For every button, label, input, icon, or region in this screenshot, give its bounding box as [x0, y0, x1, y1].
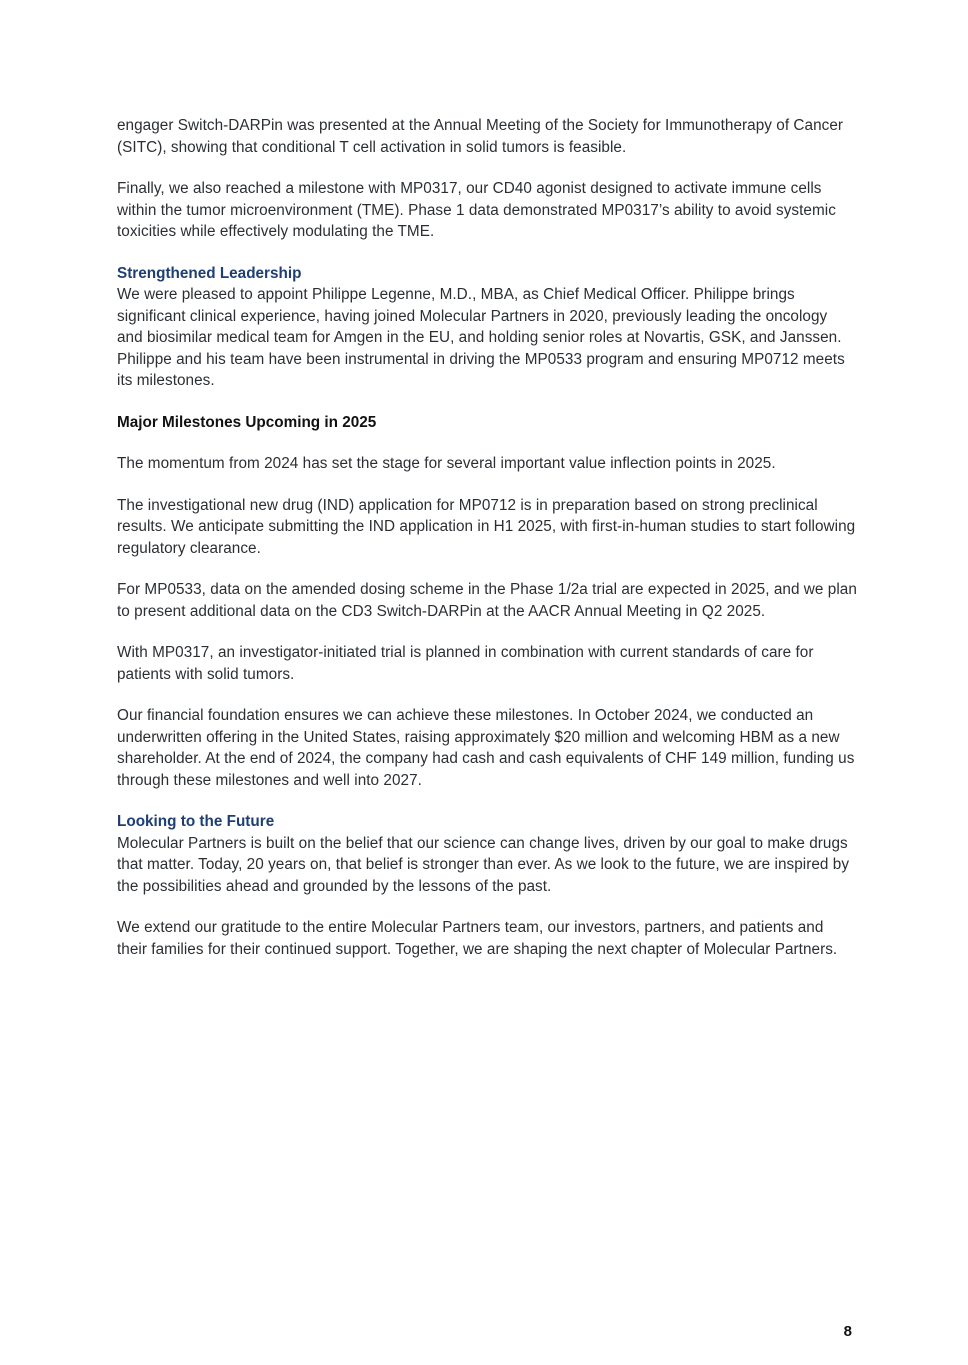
paragraph-future: Molecular Partners is built on the belief that our science can change lives, driven by our goal to make drugs that matter. Today, 20 years on, that belief is stronger than ever. As we look to the future, we are inspired by the possibilities ahead and grounded by the lessons of the past. — [117, 834, 850, 895]
paragraph-leadership: We were pleased to appoint Philippe Legenne, M.D., MBA, as Chief Medical Officer. Philippe brings significant clinical experience, having joined Molecular Partners in 2020, previously leading the oncology and biosimilar medical team for Amgen in the EU, and holding senior roles at Novartis, GSK, and Janssen. Philippe and his team have been instrumental in driving the MP0533 program and ensuring MP0712 meets its milestones. — [117, 286, 845, 389]
paragraph-sitc: engager Switch-DARPin was presented at the Annual Meeting of the Society for Immunotherapy of Cancer (SITC), showing that conditional T cell activation in solid tumors is feasible. — [117, 117, 844, 156]
page-number: 8 — [843, 1323, 852, 1340]
paragraph-mp0317-milestone: Finally, we also reached a milestone with MP0317, our CD40 agonist designed to activate immune cells within the tumor microenvironment (TME). Phase 1 data demonstrated MP0317’s ability to avoid systemic toxicities while effectively modulating the TME. — [117, 180, 836, 240]
paragraph-mp0317-trial: With MP0317, an investigator-initiated trial is planned in combination with current standards of care for patients with solid tumors. — [117, 644, 814, 683]
section-heading-future: Looking to the Future — [117, 813, 275, 830]
paragraph-gratitude: We extend our gratitude to the entire Molecular Partners team, our investors, partners, and patients and their families for their continued support. Together, we are shaping the next chapter of Molecular Partners. — [117, 919, 838, 958]
section-heading-milestones: Major Milestones Upcoming in 2025 — [117, 413, 377, 431]
document-body — [117, 115, 857, 980]
paragraph-ind-mp0712: The investigational new drug (IND) application for MP0712 is in preparation based on strong preclinical results. We anticipate submitting the IND application in H1 2025, with first-in-human studies to start following regulatory clearance. — [117, 496, 856, 557]
paragraph-financial: Our financial foundation ensures we can achieve these milestones. In October 2024, we conducted an underwritten offering in the United States, raising approximately $20 million and welcoming HBM as a new shareholder. At the end of 2024, the company had cash and cash equivalents of CHF 149 million, funding us through these milestones and well into 2027. — [117, 707, 855, 789]
paragraph-momentum: The momentum from 2024 has set the stage for several important value inflection points in 2025. — [117, 455, 776, 472]
paragraph-mp0533: For MP0533, data on the amended dosing scheme in the Phase 1/2a trial are expected in 2025, and we plan to present additional data on the CD3 Switch-DARPin at the AACR Annual Meeting in Q2 2025. — [117, 581, 857, 620]
section-heading-leadership: Strengthened Leadership — [117, 264, 302, 282]
